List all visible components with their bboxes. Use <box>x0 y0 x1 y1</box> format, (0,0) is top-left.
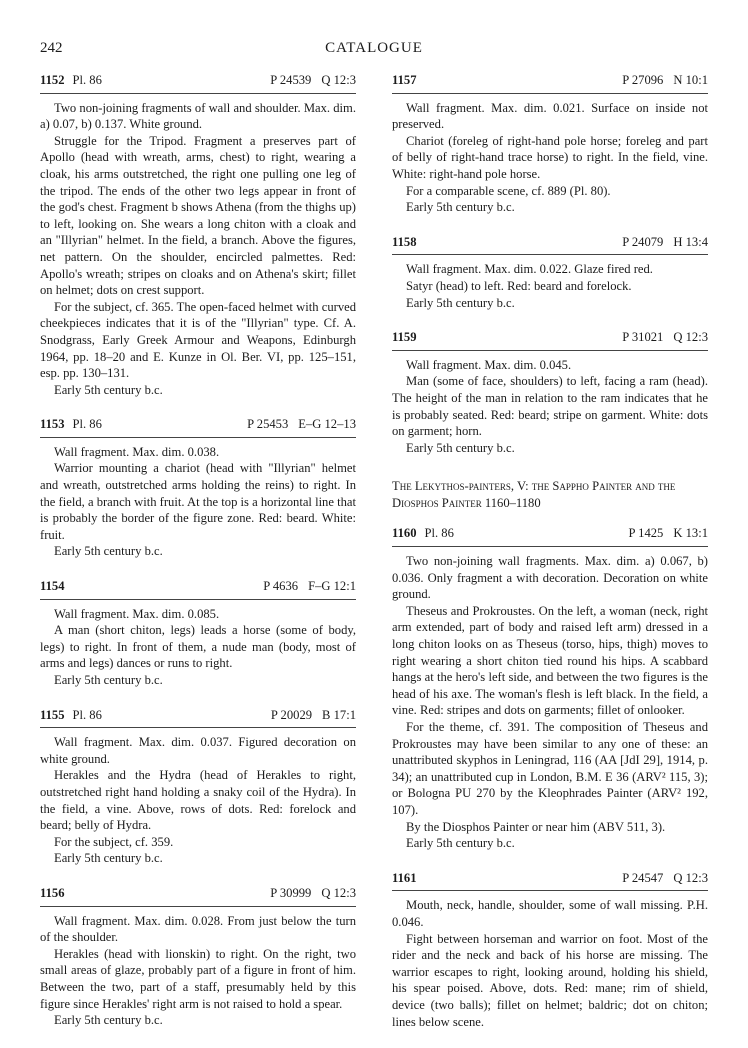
entry-header <box>392 329 708 351</box>
entry-id <box>392 329 417 346</box>
catalogue-entry <box>392 234 708 311</box>
entry-number: 1155 <box>40 707 65 722</box>
plate-reference: Pl. 86 <box>72 707 102 722</box>
grid-reference: Q 12:3 <box>673 870 708 885</box>
entry-inventory <box>622 234 708 251</box>
entry-paragraph: For the subject, cf. 365. The open-faced helmet with curved cheekpieces indicates that it is of the "Illyrian" type. Cf. A. Snodgrass, Early Greek Armour and Weapons, Edinburgh 1964, pp. 18–20 and E. Kunze in Ol. Ber. VI, pp. 125–151, esp. pp. 130–131. <box>40 299 356 381</box>
entry-paragraph: Herakles and the Hydra (head of Herakles to right, outstretched right hand holding a snaky coil of the Hydra). In the field, a vine. Above, rows of dots. Red: forelock and beard; belly of Hydra. <box>40 768 356 833</box>
entry-number: 1159 <box>392 330 417 345</box>
entry-paragraph: Mouth, neck, handle, shoulder, some of wall missing. P.H. 0.046. <box>392 898 708 929</box>
entry-date: Early 5th century b.c. <box>406 836 515 851</box>
entry-date: Early 5th century b.c. <box>406 200 515 215</box>
plate-reference: Pl. 86 <box>72 73 102 87</box>
entry-inventory <box>270 72 356 89</box>
page-number: 242 <box>40 40 63 56</box>
grid-reference: B 17:1 <box>322 707 356 722</box>
grid-reference: N 10:1 <box>673 73 708 87</box>
left-column <box>40 72 356 1047</box>
inventory-number: P 1425 <box>628 526 664 541</box>
entry-number: 1156 <box>40 885 65 900</box>
inventory-number: P 27096 <box>622 73 664 87</box>
entry-id <box>392 72 417 89</box>
inventory-number: P 24539 <box>270 73 312 87</box>
entry-paragraph: Wall fragment. Max. dim. 0.037. Figured decoration on white ground. <box>40 735 356 766</box>
entry-paragraph: Two non-joining fragments of wall and shoulder. Max. dim. a) 0.07, b) 0.137. White ground. <box>40 100 356 132</box>
entry-paragraph: Two non-joining wall fragments. Max. dim. a) 0.067, b) 0.036. Only fragment a with decoration. Decoration on white ground. <box>392 554 708 602</box>
entry-inventory <box>622 72 708 89</box>
plate-reference: Pl. 86 <box>424 526 454 541</box>
entry-paragraph: Herakles (head with lionskin) to right. On the right, two small areas of glaze, probably part of a figure in front of him. Between the two, part of a staff, presumably held by this figure since Herakles' right arm is not raised to hold a spear. <box>40 946 356 1011</box>
grid-reference: F–G 12:1 <box>308 579 356 594</box>
entry-paragraph: Wall fragment. Max. dim. 0.028. From just below the turn of the shoulder. <box>40 913 356 945</box>
catalogue-entry <box>392 870 708 1030</box>
entry-date: Early 5th century b.c. <box>406 440 515 455</box>
entry-number: 1157 <box>392 73 417 87</box>
entry-paragraph: Wall fragment. Max. dim. 0.022. Glaze fired red. <box>406 262 653 277</box>
inventory-number: P 20029 <box>270 707 313 722</box>
entry-id <box>392 870 417 887</box>
entry-paragraph: Fight between horseman and warrior on foot. Most of the rider and the neck and back of his horse are missing. The warrior escapes to right, looking around, holding his shield, his spear poised. Above, dots. Red: mane; rim of shield, device (two balls); fillet on helmet; baldric; dot on chiton; lines below scene. <box>392 931 708 1029</box>
entry-inventory <box>628 525 708 542</box>
entry-paragraph: By the Diosphos Painter or near him (ABV 511, 3). <box>406 819 666 834</box>
entry-id <box>40 885 65 902</box>
entry-paragraph: For a comparable scene, cf. 889 (Pl. 80). <box>406 183 611 198</box>
inventory-number: P 4636 <box>263 579 299 594</box>
entry-number: 1153 <box>40 417 65 432</box>
inventory-number: P 24079 <box>622 234 664 249</box>
entry-paragraph: Warrior mounting a chariot (head with "Illyrian" helmet and wreath, outstretched arms holding the reins) to right. In the field, a branch with fruit. At the top is a horizontal line that is probably the border of the figure zone. Red: beard. White: fruit. <box>40 461 356 542</box>
entry-inventory <box>270 885 356 902</box>
section-heading: The Lekythos-painters, V: the Sappho Painter and the Diosphos Painter 1160–1180 <box>392 479 676 510</box>
catalogue-entry <box>40 72 356 398</box>
entry-date: Early 5th century b.c. <box>54 673 163 687</box>
entry-header <box>392 870 708 892</box>
inventory-number: P 30999 <box>270 885 312 900</box>
entry-header <box>40 885 356 907</box>
grid-reference: Q 12:3 <box>673 330 708 345</box>
inventory-number: P 31021 <box>622 330 664 345</box>
entry-paragraph: Wall fragment. Max. dim. 0.045. <box>406 357 572 372</box>
plate-reference: Pl. 86 <box>72 417 102 432</box>
entry-id <box>392 234 417 251</box>
grid-reference: E–G 12–13 <box>298 417 356 432</box>
entry-paragraph: Satyr (head) to left. Red: beard and forelock. <box>406 278 632 293</box>
entry-paragraph: Wall fragment. Max. dim. 0.038. <box>54 444 220 459</box>
entry-number: 1161 <box>392 870 417 885</box>
entry-paragraph: For the theme, cf. 391. The composition of Theseus and Prokroustes may have been similar to any one of these: an unattributed skyphos in Leningrad, 116 (AA [JdI 29], 1914, p. 34); an unattributed cup in London, B.M. E 36 (ARV² 115, 3); or Bologna PU 270 by the Kleophrades Painter (ARV² 192, 107). <box>392 720 708 817</box>
right-column <box>392 72 708 1048</box>
entry-number: 1154 <box>40 579 65 594</box>
entry-id <box>40 578 65 595</box>
catalogue-entry <box>40 578 356 689</box>
grid-reference: Q 12:3 <box>321 885 356 900</box>
entry-paragraph: Wall fragment. Max. dim. 0.021. Surface on inside not preserved. <box>392 100 708 132</box>
catalogue-entry <box>40 885 356 1029</box>
entry-number: 1152 <box>40 73 65 87</box>
entry-id <box>40 416 102 433</box>
inventory-number: P 25453 <box>247 417 289 432</box>
entry-paragraph: Man (some of face, shoulders) to left, facing a ram (head). The height of the man in relation to the ram indicates that he is probably seated. Red: beard; stripe on garment. White: dots on garment; horn. <box>392 374 708 439</box>
catalogue-entries-right-top <box>392 72 708 456</box>
catalogue-entry <box>40 416 356 560</box>
page-header <box>0 40 748 70</box>
running-title: CATALOGUE <box>325 40 423 56</box>
catalogue-entry <box>392 329 708 456</box>
entry-inventory <box>622 870 708 887</box>
entry-inventory <box>271 707 356 724</box>
catalogue-entry <box>40 707 356 867</box>
entry-date: Early 5th century b.c. <box>54 382 163 397</box>
entry-date: Early 5th century b.c. <box>54 544 163 559</box>
catalogue-entry <box>392 72 708 216</box>
entry-date: Early 5th century b.c. <box>54 851 163 866</box>
inventory-number: P 24547 <box>622 870 664 885</box>
catalogue-entries-left <box>40 72 356 1029</box>
entry-number: 1160 <box>392 526 417 541</box>
entry-header <box>392 72 708 94</box>
entry-header <box>40 72 356 94</box>
entry-paragraph: Theseus and Prokroustes. On the left, a woman (neck, right arm extended, part of body and raised left arm) dressed in a long chiton looks on as Theseus (torso, hips, thigh) moves to right wearing a short chiton tied round his hips. A scabbard hangs at the hero's left side, and between the two figures is the head of his axe. The woman's flesh is left black. In the field, a vine. Red: stripes and dots on garments; fillet of onlooker. <box>392 603 708 718</box>
entry-date: Early 5th century b.c. <box>406 295 515 310</box>
grid-reference: K 13:1 <box>673 526 708 541</box>
entry-number: 1158 <box>392 234 417 249</box>
entry-header <box>40 707 356 729</box>
catalogue-entry <box>392 525 708 851</box>
entry-paragraph: Wall fragment. Max. dim. 0.085. <box>54 606 220 621</box>
catalogue-entries-right-bottom <box>392 525 708 1030</box>
entry-id <box>392 525 454 542</box>
entry-paragraph: A man (short chiton, legs) leads a horse (some of body, legs) to right. In front of them, a nude man (body, most of arms and legs) dances or runs to right. <box>40 623 356 671</box>
entry-paragraph: Chariot (foreleg of right-hand pole horse; foreleg and part of belly of right-hand trace horse) to right. In the field, vine. White: right-hand pole horse. <box>392 133 708 181</box>
entry-header <box>392 525 708 547</box>
entry-inventory <box>263 578 356 595</box>
entry-header <box>40 578 356 600</box>
entry-inventory <box>247 416 356 433</box>
entry-paragraph: For the subject, cf. 359. <box>54 834 174 849</box>
entry-header <box>392 234 708 256</box>
grid-reference: Q 12:3 <box>321 73 356 87</box>
entry-inventory <box>622 329 708 346</box>
entry-id <box>40 707 102 724</box>
grid-reference: H 13:4 <box>673 234 708 249</box>
entry-id <box>40 72 102 89</box>
entry-header <box>40 416 356 438</box>
entry-date: Early 5th century b.c. <box>54 1013 163 1028</box>
entry-paragraph: Struggle for the Tripod. Fragment a preserves part of Apollo (head with wreath, arms, chest) to right, wearing a cloak, his arms outstretched, the right one pulling one leg of the tripod. The ends of the other two legs appear in front of the god's chest. Fragment b shows Athena (from the thighs up) to left, looking on. She wears a long chiton with a cloak and an "Illyrian" helmet. In the field, a branch. Above the figures, net pattern. On the shoulder, encircled palmettes. Red: Apollo's wreath; stripes on cloaks and on Athena's skirt; fillet on helmet; dots on crest support. <box>40 133 356 298</box>
